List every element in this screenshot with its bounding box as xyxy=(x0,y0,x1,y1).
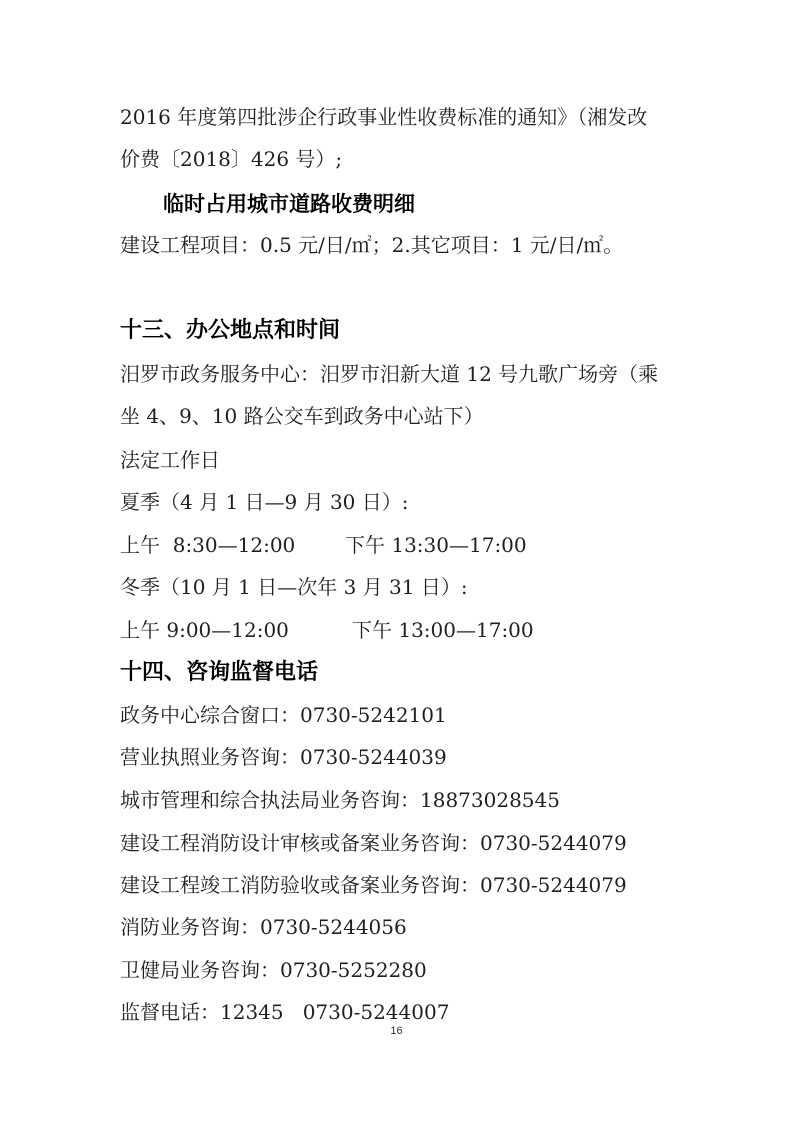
summer-afternoon-hours: 下午 13:30—17:00 xyxy=(345,533,527,557)
fee-basis-line-1: 2016 年度第四批涉企行政事业性收费标准的通知》（湘发改 xyxy=(120,105,648,129)
fee-basis-line-2: 价费〔2018〕426 号）; xyxy=(120,147,343,171)
office-address-line-1: 汨罗市政务服务中心：汨罗市汨新大道 12 号九歌广场旁（乘 xyxy=(120,362,659,386)
winter-afternoon-hours: 下午 13:00—17:00 xyxy=(352,618,534,642)
contact-item: 建设工程竣工消防验收或备案业务咨询：0730-5244079 xyxy=(120,873,627,897)
contact-item: 消防业务咨询：0730-5244056 xyxy=(120,915,407,939)
fee-detail-text: 建设工程项目：0.5 元/日/㎡；2.其它项目：1 元/日/㎡。 xyxy=(120,233,624,257)
contact-item: 建设工程消防设计审核或备案业务咨询：0730-5244079 xyxy=(120,831,627,855)
winter-morning-hours: 上午 9:00—12:00 xyxy=(120,618,289,642)
contact-item: 监督电话：12345 0730-5244007 xyxy=(120,1000,450,1024)
office-heading: 十三、办公地点和时间 xyxy=(120,318,341,343)
contacts-heading: 十四、咨询监督电话 xyxy=(120,660,319,685)
page-number: 16 xyxy=(390,1025,403,1037)
fee-detail-title: 临时占用城市道路收费明细 xyxy=(163,192,415,216)
workday-label: 法定工作日 xyxy=(120,448,220,472)
contact-item: 城市管理和综合执法局业务咨询：18873028545 xyxy=(120,788,560,812)
contact-item: 营业执照业务咨询：0730-5244039 xyxy=(120,745,447,769)
summer-morning-hours: 上午 8:30—12:00 xyxy=(120,533,296,557)
contact-item: 政务中心综合窗口：0730-5242101 xyxy=(120,703,447,727)
summer-label: 夏季（4 月 1 日—9 月 30 日）: xyxy=(120,490,409,514)
contact-item: 卫健局业务咨询：0730-5252280 xyxy=(120,958,427,982)
winter-label: 冬季（10 月 1 日—次年 3 月 31 日）: xyxy=(120,575,468,599)
office-address-line-2: 坐 4、9、10 路公交车到政务中心站下） xyxy=(120,404,484,428)
